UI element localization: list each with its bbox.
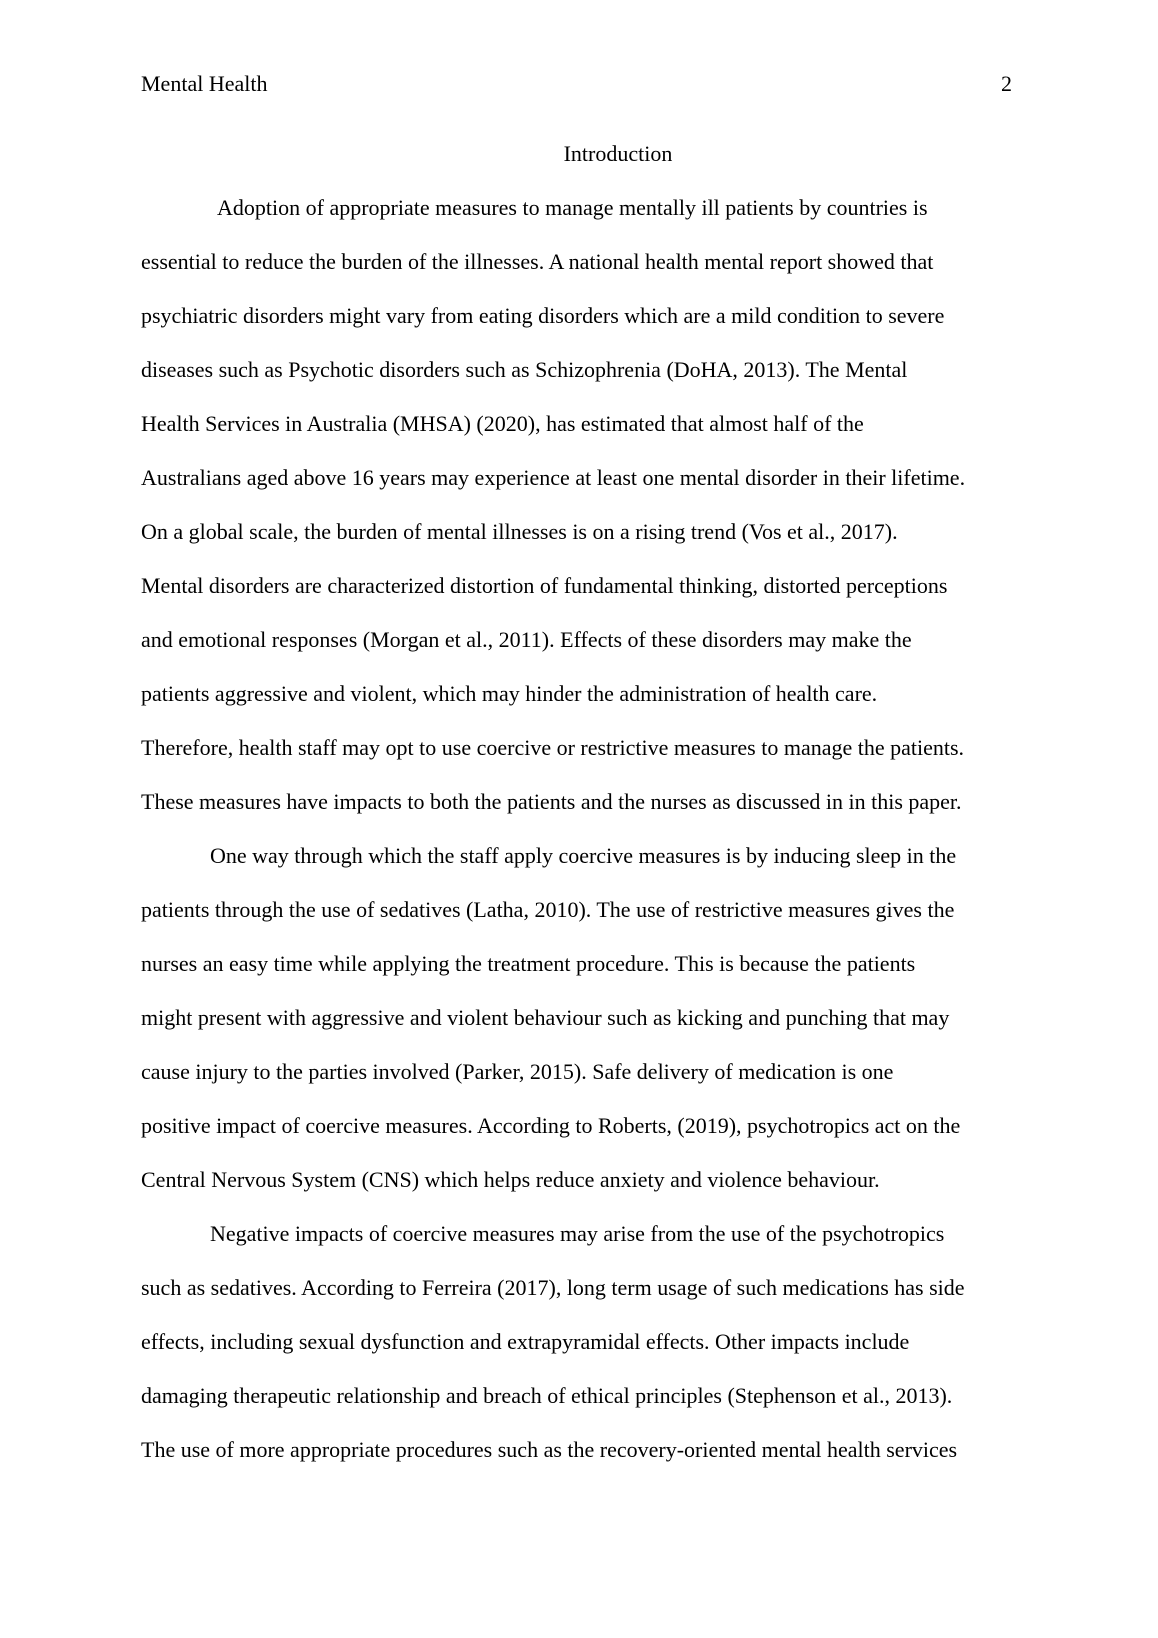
body-line: cause injury to the parties involved (Parker, 2015). Safe delivery of medication is one (141, 1059, 894, 1084)
body-line: might present with aggressive and violent behaviour such as kicking and punching that may (141, 1005, 950, 1030)
body-line: The use of more appropriate procedures such as the recovery-oriented mental health services (141, 1437, 958, 1462)
body-line: diseases such as Psychotic disorders such as Schizophrenia (DoHA, 2013). The Mental (141, 357, 908, 382)
body-line: Mental disorders are characterized distortion of fundamental thinking, distorted perceptions (141, 573, 948, 598)
body-line: positive impact of coercive measures. According to Roberts, (2019), psychotropics act on the (141, 1113, 961, 1138)
body-line: Central Nervous System (CNS) which helps reduce anxiety and violence behaviour. (141, 1167, 880, 1192)
page-number: 2 (1001, 71, 1012, 96)
body-line: nurses an easy time while applying the treatment procedure. This is because the patients (141, 951, 916, 976)
body-line: damaging therapeutic relationship and breach of ethical principles (Stephenson et al., 2013). (141, 1383, 953, 1408)
body-line: Australians aged above 16 years may experience at least one mental disorder in their lifetime. (141, 465, 966, 490)
section-heading: Introduction (563, 141, 673, 166)
body-line: On a global scale, the burden of mental illnesses is on a rising trend (Vos et al., 2017). (141, 519, 898, 544)
body-line: and emotional responses (Morgan et al., 2011). Effects of these disorders may make the (141, 627, 912, 652)
body-line: Negative impacts of coercive measures may arise from the use of the psychotropics (210, 1221, 945, 1246)
body-line: psychiatric disorders might vary from eating disorders which are a mild condition to severe (141, 303, 945, 328)
body-line: such as sedatives. According to Ferreira (2017), long term usage of such medications has side (141, 1275, 965, 1300)
body-line: effects, including sexual dysfunction and extrapyramidal effects. Other impacts include (141, 1329, 910, 1354)
running-head: Mental Health (141, 71, 268, 96)
body-line: These measures have impacts to both the patients and the nurses as discussed in in this paper. (141, 789, 962, 814)
body-line: Therefore, health staff may opt to use coercive or restrictive measures to manage the patients. (141, 735, 965, 760)
body-line: Adoption of appropriate measures to manage mentally ill patients by countries is (217, 195, 928, 220)
body-line: One way through which the staff apply coercive measures is by inducing sleep in the (210, 843, 957, 868)
body-line: patients aggressive and violent, which may hinder the administration of health care. (141, 681, 878, 706)
body-line: essential to reduce the burden of the illnesses. A national health mental report showed that (141, 249, 934, 274)
body-line: Health Services in Australia (MHSA) (2020), has estimated that almost half of the (141, 411, 864, 436)
body-line: patients through the use of sedatives (Latha, 2010). The use of restrictive measures gives the (141, 897, 955, 922)
